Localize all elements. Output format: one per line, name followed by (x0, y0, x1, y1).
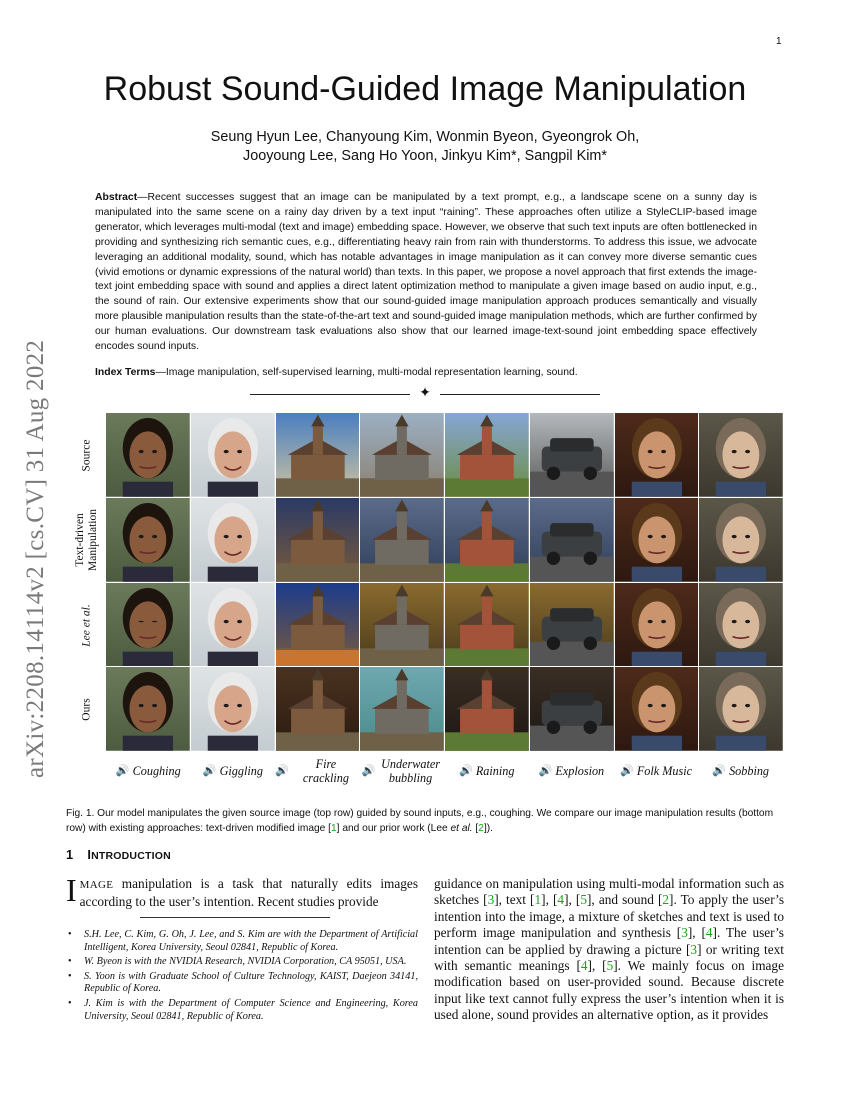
sound-label (614, 757, 699, 785)
thumbnail-illustration (191, 413, 275, 497)
sound-label-text: Fire crackling (302, 757, 349, 785)
thumbnail-illustration (699, 413, 783, 497)
section-title-initial: I (87, 847, 92, 862)
thumbnail-illustration (276, 667, 360, 751)
author-line-1: Seung Hyun Lee, Chanyoung Kim, Wonmin Byeon, Gyeongrok Oh, (210, 129, 640, 145)
figure-thumbnail (445, 413, 529, 497)
figure-thumbnail (699, 583, 783, 667)
speaker-icon: 🔊 (361, 765, 376, 777)
figure-thumbnail (191, 498, 275, 582)
figure-thumbnail (530, 498, 614, 582)
figure-thumbnail (360, 667, 444, 751)
figure-thumbnail (699, 413, 783, 497)
figure-thumbnail (106, 667, 190, 751)
thumbnail-illustration (615, 667, 699, 751)
speaker-icon: 🔊 (620, 765, 634, 777)
thumbnail-illustration (530, 667, 614, 751)
index-terms-label: Index Terms (95, 367, 156, 378)
citation-link[interactable]: 1 (534, 892, 542, 908)
speaker-icon: 🔊 (115, 765, 130, 777)
figure-thumbnail (615, 583, 699, 667)
thumbnail-illustration (615, 583, 699, 667)
sound-label-text: Explosion (555, 764, 605, 778)
abstract (95, 191, 757, 355)
page-number: 1 (776, 36, 782, 47)
body-text: ], text [ (494, 892, 535, 908)
figure-thumbnail (530, 583, 614, 667)
body-text: ]. The user’s intention can be applied by drawing a picture [ (434, 925, 784, 957)
figure-thumbnail (445, 583, 529, 667)
thumbnail-illustration (360, 583, 444, 667)
thumbnail-illustration (191, 498, 275, 582)
citation-link[interactable]: 3 (681, 925, 688, 941)
caption-text: et al. (450, 822, 473, 834)
speaker-icon: 🔊 (712, 765, 727, 777)
sound-label (445, 757, 530, 785)
thumbnail-illustration (699, 667, 783, 751)
thumbnail-illustration (276, 583, 360, 667)
thumbnail-illustration (191, 667, 275, 751)
thumbnail-illustration (360, 413, 444, 497)
index-terms (95, 366, 757, 380)
figure-thumbnail (106, 498, 190, 582)
figure-thumbnail (699, 667, 783, 751)
citation-link[interactable]: 3 (690, 941, 698, 957)
figure-thumbnail (276, 498, 360, 582)
figure-thumbnail (360, 498, 444, 582)
thumbnail-illustration (276, 498, 360, 582)
body-text: ], [ (564, 892, 581, 908)
body-text: guidance on manipulation using multi-modal information such as sketches [ (434, 876, 784, 908)
sound-label-text: Underwater bubbling (381, 757, 440, 785)
figure-thumbnail (360, 413, 444, 497)
drop-cap: I (66, 872, 77, 908)
citation-link[interactable]: 5 (606, 958, 614, 974)
citation-link[interactable]: 1 (331, 822, 337, 834)
sound-label (106, 757, 191, 785)
caption-text: Fig. 1. Our model manipulates the given source image (top row) guided by sound inputs, e.g., coughing. We compare our image manipulation results (bottom row) with existing approaches: text-driven modified image [ (66, 808, 774, 834)
row-label-text: Source (80, 439, 93, 471)
row-label-line: Lee et al. (80, 603, 93, 647)
sound-label-text: Raining (475, 764, 515, 778)
row-label-source (70, 413, 104, 497)
thumbnail-illustration (530, 498, 614, 582)
divider-line-left (250, 394, 410, 395)
author-list (0, 128, 850, 166)
figure-thumbnail (615, 413, 699, 497)
thumbnail-illustration (106, 583, 190, 667)
footnote-item: • S. Yoon is with Graduate School of Culture Technology, KAIST, Daejeon 34141, Republic of Korea. (66, 971, 418, 996)
figure-thumbnail (445, 498, 529, 582)
body-text: ], [ (587, 958, 607, 974)
speaker-icon: 🔊 (459, 765, 473, 777)
abstract-text: —Recent successes suggest that an image can be manipulated by a text prompt, e.g., a landscape scene on a sunny day is manipulated into the same scene on a rainy day driven by a text input “raining”. These approaches often utilize a StyleCLIP-based image generator, which leverages multi-modal (text and image) embedding space. However, we observe that such text inputs are often bottlenecked in providing and synthesizing rich semantic cues, e.g., differentiating heavy rain from rain with thunderstorms. To address this issue, we advocate leveraging an additional modality, sound, which has notable advantages in image manipulation as it can convey more diverse semantic cues (vivid emotions or dynamic expressions of the natural world) than texts. In this paper, we propose a novel approach that first extends the image-text joint embedding space with sound and applies a direct latent optimization method to manipulate a given image based on audio input, e.g., the sound of rain. Our extensive experiments show that our sound-guided image manipulation approach produces semantically and visually more plausible manipulation results than the state-of-the-art text and sound-guided image manipulation methods, which are further confirmed by our human evaluations. Our downstream task evaluations also show that our learned image-text-sound joint embedding space effectively encodes sound inputs. (95, 192, 757, 353)
row-label-text (74, 509, 100, 571)
sound-label-text: Coughing (132, 764, 181, 778)
thumbnail-illustration (445, 498, 529, 582)
body-text: ] or writing text with semantic meanings [ (434, 941, 784, 974)
citation-link[interactable]: 4 (705, 925, 713, 941)
arxiv-identifier: arXiv:2208.14114v2 [cs.CV] 31 Aug 2022 (22, 339, 49, 778)
sound-label (275, 757, 360, 785)
figure-thumbnail (530, 413, 614, 497)
figure-thumbnail (106, 583, 190, 667)
thumbnail-illustration (699, 498, 783, 582)
thumbnail-illustration (699, 583, 783, 667)
section-number: 1 (66, 847, 74, 862)
citation-link[interactable]: 4 (557, 892, 565, 908)
footnote-item: • W. Byeon is with the NVIDIA Research, NVIDIA Corporation, CA 95051, USA. (66, 956, 418, 969)
figure-image-grid (106, 413, 783, 751)
thumbnail-illustration (106, 667, 190, 751)
speaker-icon: 🔊 (275, 765, 289, 777)
right-column-paragraph (434, 876, 784, 1024)
caption-text: ]). (483, 822, 493, 834)
row-label-text-driven (70, 498, 104, 582)
row-label-text: Ours (80, 698, 93, 721)
figure-thumbnail (699, 498, 783, 582)
citation-link[interactable]: 4 (580, 958, 588, 974)
footnote-rule (140, 917, 330, 918)
citation-link[interactable]: 5 (580, 892, 587, 908)
sound-label-row (106, 757, 783, 785)
figure-thumbnail (106, 413, 190, 497)
figure-thumbnail (276, 583, 360, 667)
figure-thumbnail (615, 667, 699, 751)
thumbnail-illustration (445, 667, 529, 751)
body-text: ]. To apply the user’s intention into the image, a mixture of sketches and text is used to perform image manipulation and synthesis [ (434, 892, 784, 941)
sound-label (698, 757, 783, 785)
figure-thumbnail (191, 583, 275, 667)
caption-text: [ (472, 822, 479, 834)
figure-thumbnail (191, 667, 275, 751)
figure-caption (66, 807, 784, 836)
footnote-item: • J. Kim is with the Department of Computer Science and Engineering, Korea University, Seoul 02841, Republic of Korea. (66, 998, 418, 1023)
figure-thumbnail (276, 413, 360, 497)
divider-line-right (440, 394, 600, 395)
intro-text: manipulation is a task that naturally edits images according to the user’s intention. Recent studies provide (79, 876, 418, 909)
thumbnail-illustration (530, 583, 614, 667)
thumbnail-illustration (106, 498, 190, 582)
sound-label (360, 757, 445, 785)
affiliation-footnotes (66, 929, 418, 1025)
row-label-ours (70, 668, 104, 751)
body-text: ], [ (541, 892, 558, 908)
row-label-lee-et-al (70, 583, 104, 667)
figure-thumbnail (615, 498, 699, 582)
speaker-icon: 🔊 (202, 765, 217, 777)
body-text: ], and sound [ (587, 892, 663, 908)
thumbnail-illustration (191, 583, 275, 667)
sound-label-text: Giggling (219, 764, 263, 778)
thumbnail-illustration (530, 413, 614, 497)
abstract-label: Abstract (95, 192, 138, 203)
row-label-line: Manipulation (87, 509, 99, 571)
caption-text: ] and our prior work (Lee (336, 822, 451, 834)
figure-thumbnail (276, 667, 360, 751)
thumbnail-illustration (276, 413, 360, 497)
intro-smallcaps: MAGE (79, 879, 114, 891)
figure-thumbnail (191, 413, 275, 497)
row-label-line: Text-driven (74, 513, 86, 567)
sound-label-text: Folk Music (636, 764, 692, 778)
sound-label-text: Sobbing (729, 764, 770, 778)
section-divider (250, 386, 600, 402)
sound-label (529, 757, 614, 785)
thumbnail-illustration (615, 498, 699, 582)
body-text: ], [ (687, 925, 706, 941)
body-text: ]. We mainly focus on image modification based on user-provided sound. Because discrete input like text cannot fully express the user’s intention when it is used alone, sound provides an alternative option, as it provides (434, 958, 784, 1023)
thumbnail-illustration (360, 667, 444, 751)
author-line-2: Jooyoung Lee, Sang Ho Yoon, Jinkyu Kim*, Sangpil Kim* (243, 148, 607, 164)
figure-thumbnail (445, 667, 529, 751)
row-label-text (81, 604, 94, 646)
speaker-icon: 🔊 (538, 765, 553, 777)
citation-link[interactable]: 2 (478, 822, 484, 834)
thumbnail-illustration (615, 413, 699, 497)
figure-thumbnail (360, 583, 444, 667)
intro-paragraph (66, 872, 418, 910)
thumbnail-illustration (106, 413, 190, 497)
diamond-star-icon: ✦ (419, 386, 431, 401)
figure-thumbnail (530, 667, 614, 751)
thumbnail-illustration (360, 498, 444, 582)
sound-label (191, 757, 276, 785)
thumbnail-illustration (445, 413, 529, 497)
section-heading (66, 847, 171, 862)
citation-link[interactable]: 3 (487, 892, 495, 908)
paper-title: Robust Sound-Guided Image Manipulation (103, 70, 747, 108)
citation-link[interactable]: 2 (662, 892, 670, 908)
footnote-item: • S.H. Lee, C. Kim, G. Oh, J. Lee, and S. Kim are with the Department of Artificial Intelligent, Korea University, Seoul 02841, Republic of Korea. (66, 929, 418, 954)
thumbnail-illustration (445, 583, 529, 667)
section-title-rest: NTRODUCTION (91, 850, 171, 862)
index-terms-text: —Image manipulation, self-supervised learning, multi-modal representation learning, sound. (155, 367, 578, 378)
